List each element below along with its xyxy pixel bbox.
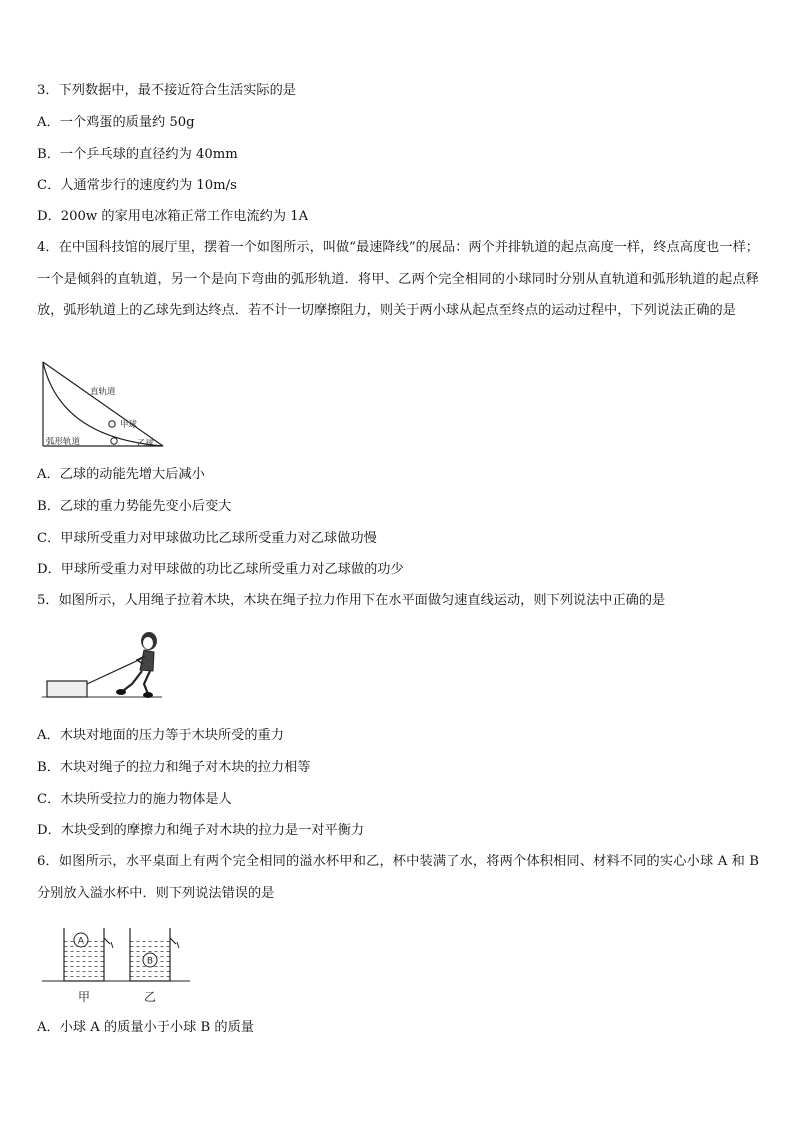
label-ball-yi: 乙球 — [137, 439, 155, 449]
label-cup-jia: 甲 — [77, 990, 91, 1004]
q4-option-a: A．乙球的动能先增大后减小 — [37, 467, 205, 482]
label-ball-b: B — [146, 956, 154, 967]
wooden-block — [47, 681, 87, 697]
q5-option-a: A．木块对地面的压力等于木块所受的重力 — [37, 728, 284, 743]
q4-stem: 4．在中国科技馆的展厅里，摆着一个如图所示，叫做“最速降线”的展品：两个并排轨道的起点高度一样，终点高度也一样；一个是倾斜的直轨道，另一个是向下弯曲的弧形轨道．将甲、乙两个完全相同的小球同时分别从直轨道和弧形轨道的起点释放，弧形轨道上的乙球先到达终点．若不计一切摩擦阻力，则关于两小球从起点至终点的运动过程中，下列说法正确的是 — [37, 240, 759, 318]
label-ball-a: A — [77, 936, 85, 947]
q3-option-d: D．200w 的家用电冰箱正常工作电流约为 1A — [37, 209, 309, 224]
q5-stem: 5．如图所示，人用绳子拉着木块，木块在绳子拉力作用下在水平面做匀速直线运动，则下列说法中正确的是 — [37, 593, 666, 608]
q3-option-b: B．一个乒乓球的直径约为 40mm — [37, 147, 238, 162]
q4-option-c: C．甲球所受重力对甲球做功比乙球所受重力对乙球做功慢 — [37, 531, 377, 546]
q3-option-c: C．人通常步行的速度约为 10m/s — [37, 178, 237, 193]
label-ball-jia: 甲球 — [120, 420, 138, 430]
q4-option-d: D．甲球所受重力对甲球做的功比乙球所受重力对乙球做的功少 — [37, 562, 404, 577]
q3-option-a: A．一个鸡蛋的质量约 50g — [37, 115, 195, 130]
q4-option-b: B．乙球的重力势能先变小后变大 — [37, 499, 232, 514]
q6-overflow-cups-figure — [40, 924, 195, 1008]
ball-jia — [109, 421, 115, 427]
person-figure — [116, 632, 157, 698]
q5-person-pulling-block-figure — [40, 626, 165, 702]
straight-track-line — [43, 362, 163, 446]
q6-option-a: A．小球 A 的质量小于小球 B 的质量 — [37, 1020, 254, 1035]
cup-jia — [64, 928, 113, 981]
cup-yi — [130, 928, 179, 981]
q6-stem: 6．如图所示，水平桌面上有两个完全相同的溢水杯甲和乙，杯中装满了水，将两个体积相同、材料不同的实心小球 A 和 B 分别放入溢水杯中．则下列说法错误的是 — [37, 854, 759, 901]
q4-track-figure — [38, 360, 168, 452]
q5-option-c: C．木块所受拉力的施力物体是人 — [37, 792, 232, 807]
label-arc-track: 弧形轨道 — [46, 437, 81, 447]
q3-stem: 3．下列数据中，最不接近符合生活实际的是 — [37, 83, 296, 98]
label-cup-yi: 乙 — [143, 990, 157, 1004]
q5-option-d: D．木块受到的摩擦力和绳子对木块的拉力是一对平衡力 — [37, 823, 365, 838]
ball-yi — [111, 438, 117, 444]
label-straight-track: 直轨道 — [90, 387, 116, 397]
q5-option-b: B．木块对绳子的拉力和绳子对木块的拉力相等 — [37, 760, 311, 775]
